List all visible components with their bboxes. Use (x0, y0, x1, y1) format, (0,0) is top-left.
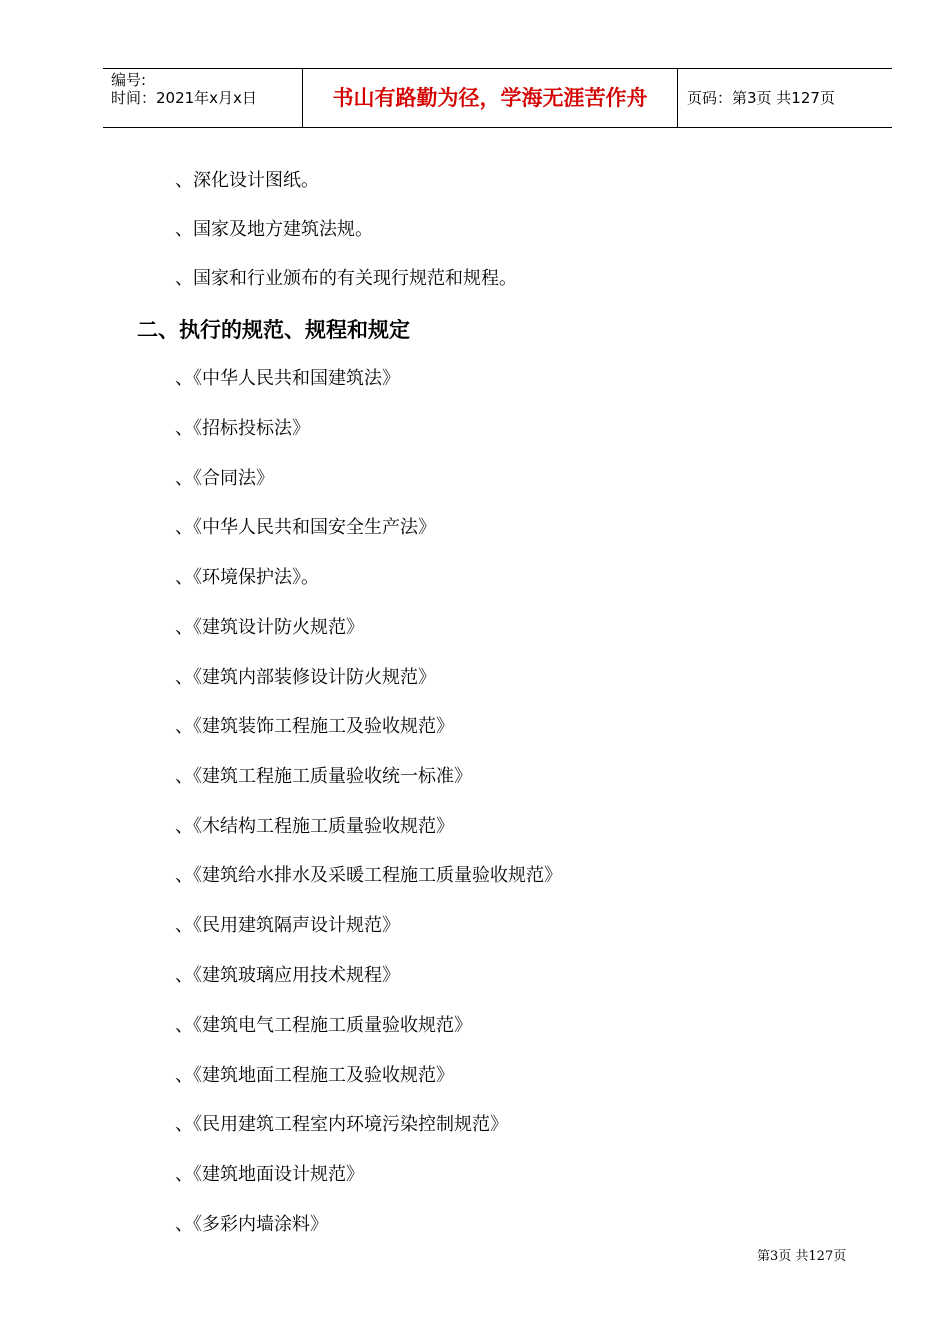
regulation-item: 、《民用建筑工程室内环境污染控制规范》 (175, 1114, 508, 1135)
regulation-item: 、《招标投标法》 (175, 418, 310, 439)
regulation-item: 、《建筑内部装修设计防火规范》 (175, 667, 436, 688)
regulation-item: 、《建筑地面工程施工及验收规范》 (175, 1065, 454, 1086)
header-info-cell (103, 69, 303, 127)
regulation-item: 、《环境保护法》。 (175, 567, 319, 588)
regulation-item: 、《中华人民共和国安全生产法》 (175, 517, 436, 538)
intro-item: 、深化设计图纸。 (175, 170, 319, 191)
regulation-item: 、《建筑设计防火规范》 (175, 617, 364, 638)
regulation-item: 、《合同法》 (175, 468, 274, 489)
document-code-label: 编号: (111, 71, 147, 89)
regulation-item: 、《民用建筑隔声设计规范》 (175, 915, 400, 936)
regulation-item: 、《中华人民共和国建筑法》 (175, 368, 400, 389)
regulation-item: 、《木结构工程施工质量验收规范》 (175, 816, 454, 837)
document-time-label: 时间：2021年x月x日 (111, 89, 257, 107)
regulation-item: 、《建筑电气工程施工质量验收规范》 (175, 1015, 472, 1036)
intro-item: 、国家及地方建筑法规。 (175, 219, 373, 240)
regulation-item: 、《建筑地面设计规范》 (175, 1164, 364, 1185)
regulation-item: 、《建筑给水排水及采暖工程施工质量验收规范》 (175, 865, 562, 886)
regulation-item: 、《多彩内墙涂料》 (175, 1214, 328, 1235)
page-footer: 第3页 共127页 (757, 1249, 847, 1264)
regulation-item: 、《建筑玻璃应用技术规程》 (175, 965, 400, 986)
header-motto: 书山有路勤为径，学海无涯苦作舟 (303, 69, 678, 127)
header-page-number: 页码：第3页 共127页 (687, 89, 835, 107)
section-heading: 二、执行的规范、规程和规定 (137, 318, 410, 342)
page-header (103, 68, 892, 128)
regulation-item: 、《建筑工程施工质量验收统一标准》 (175, 766, 472, 787)
intro-item: 、国家和行业颁布的有关现行规范和规程。 (175, 268, 517, 289)
regulation-item: 、《建筑装饰工程施工及验收规范》 (175, 716, 454, 737)
